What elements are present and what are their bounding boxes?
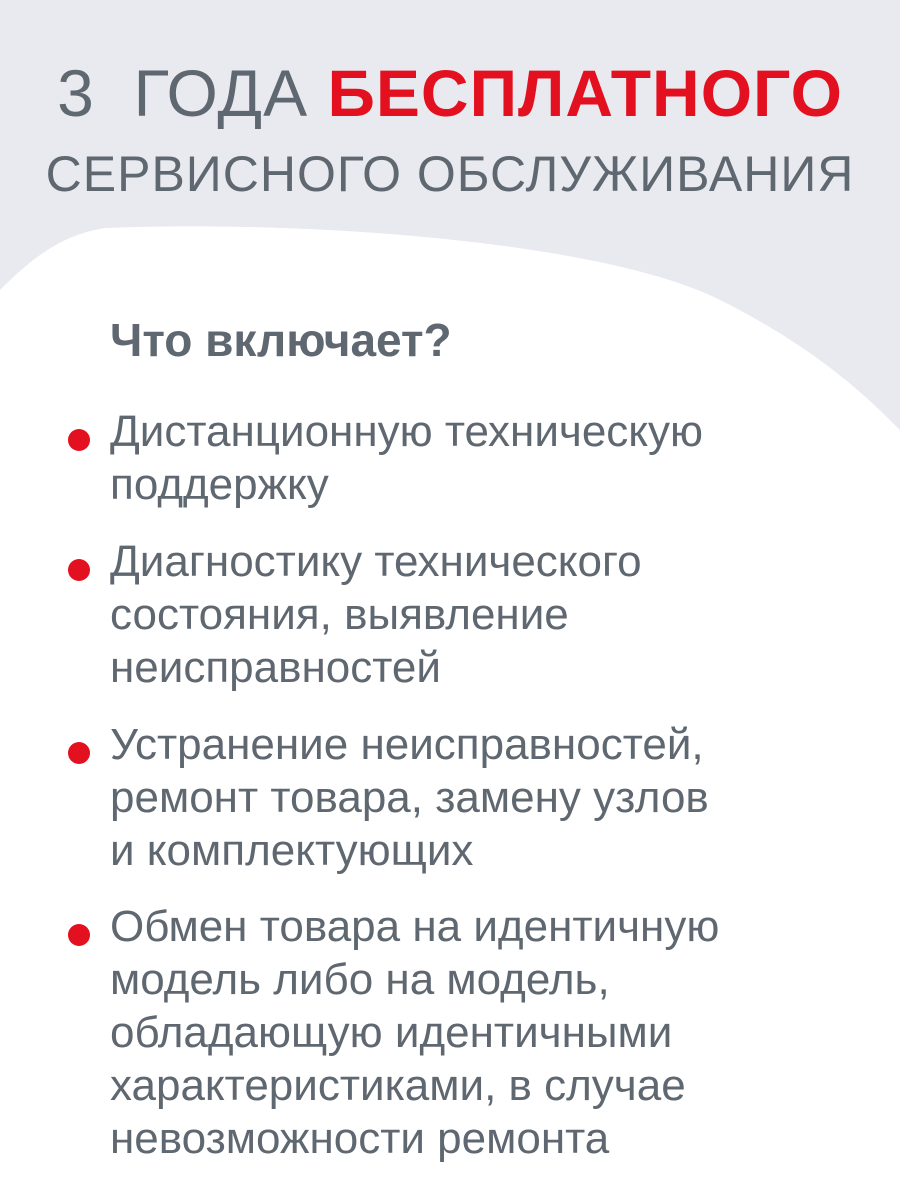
bullet-dot-icon (68, 429, 90, 451)
headline-accent: БЕСПЛАТНОГО (327, 56, 843, 130)
list-item-text: Устранение неисправностей, ремонт товара, замену узлов и комплектующих (110, 720, 709, 875)
bullet-dot-icon (68, 924, 90, 946)
headline (0, 52, 900, 134)
bullet-dot-icon (68, 559, 90, 581)
bullet-dot-icon (68, 742, 90, 764)
headline-word: ГОДА (133, 56, 309, 130)
headline-number: 3 (57, 56, 95, 130)
section-title: Что включает? (110, 314, 452, 366)
list-item-text: Обмен товара на идентичную модель либо на модель, обладающую идентичными характеристиками, в случае невозможности ремонта (110, 902, 720, 1163)
subheadline: СЕРВИСНОГО ОБСЛУЖИВАНИЯ (45, 146, 855, 202)
list-item-text: Дистанционную техническую поддержку (110, 407, 704, 509)
list-item-text: Диагностику технического состояния, выявление неисправностей (110, 537, 642, 692)
